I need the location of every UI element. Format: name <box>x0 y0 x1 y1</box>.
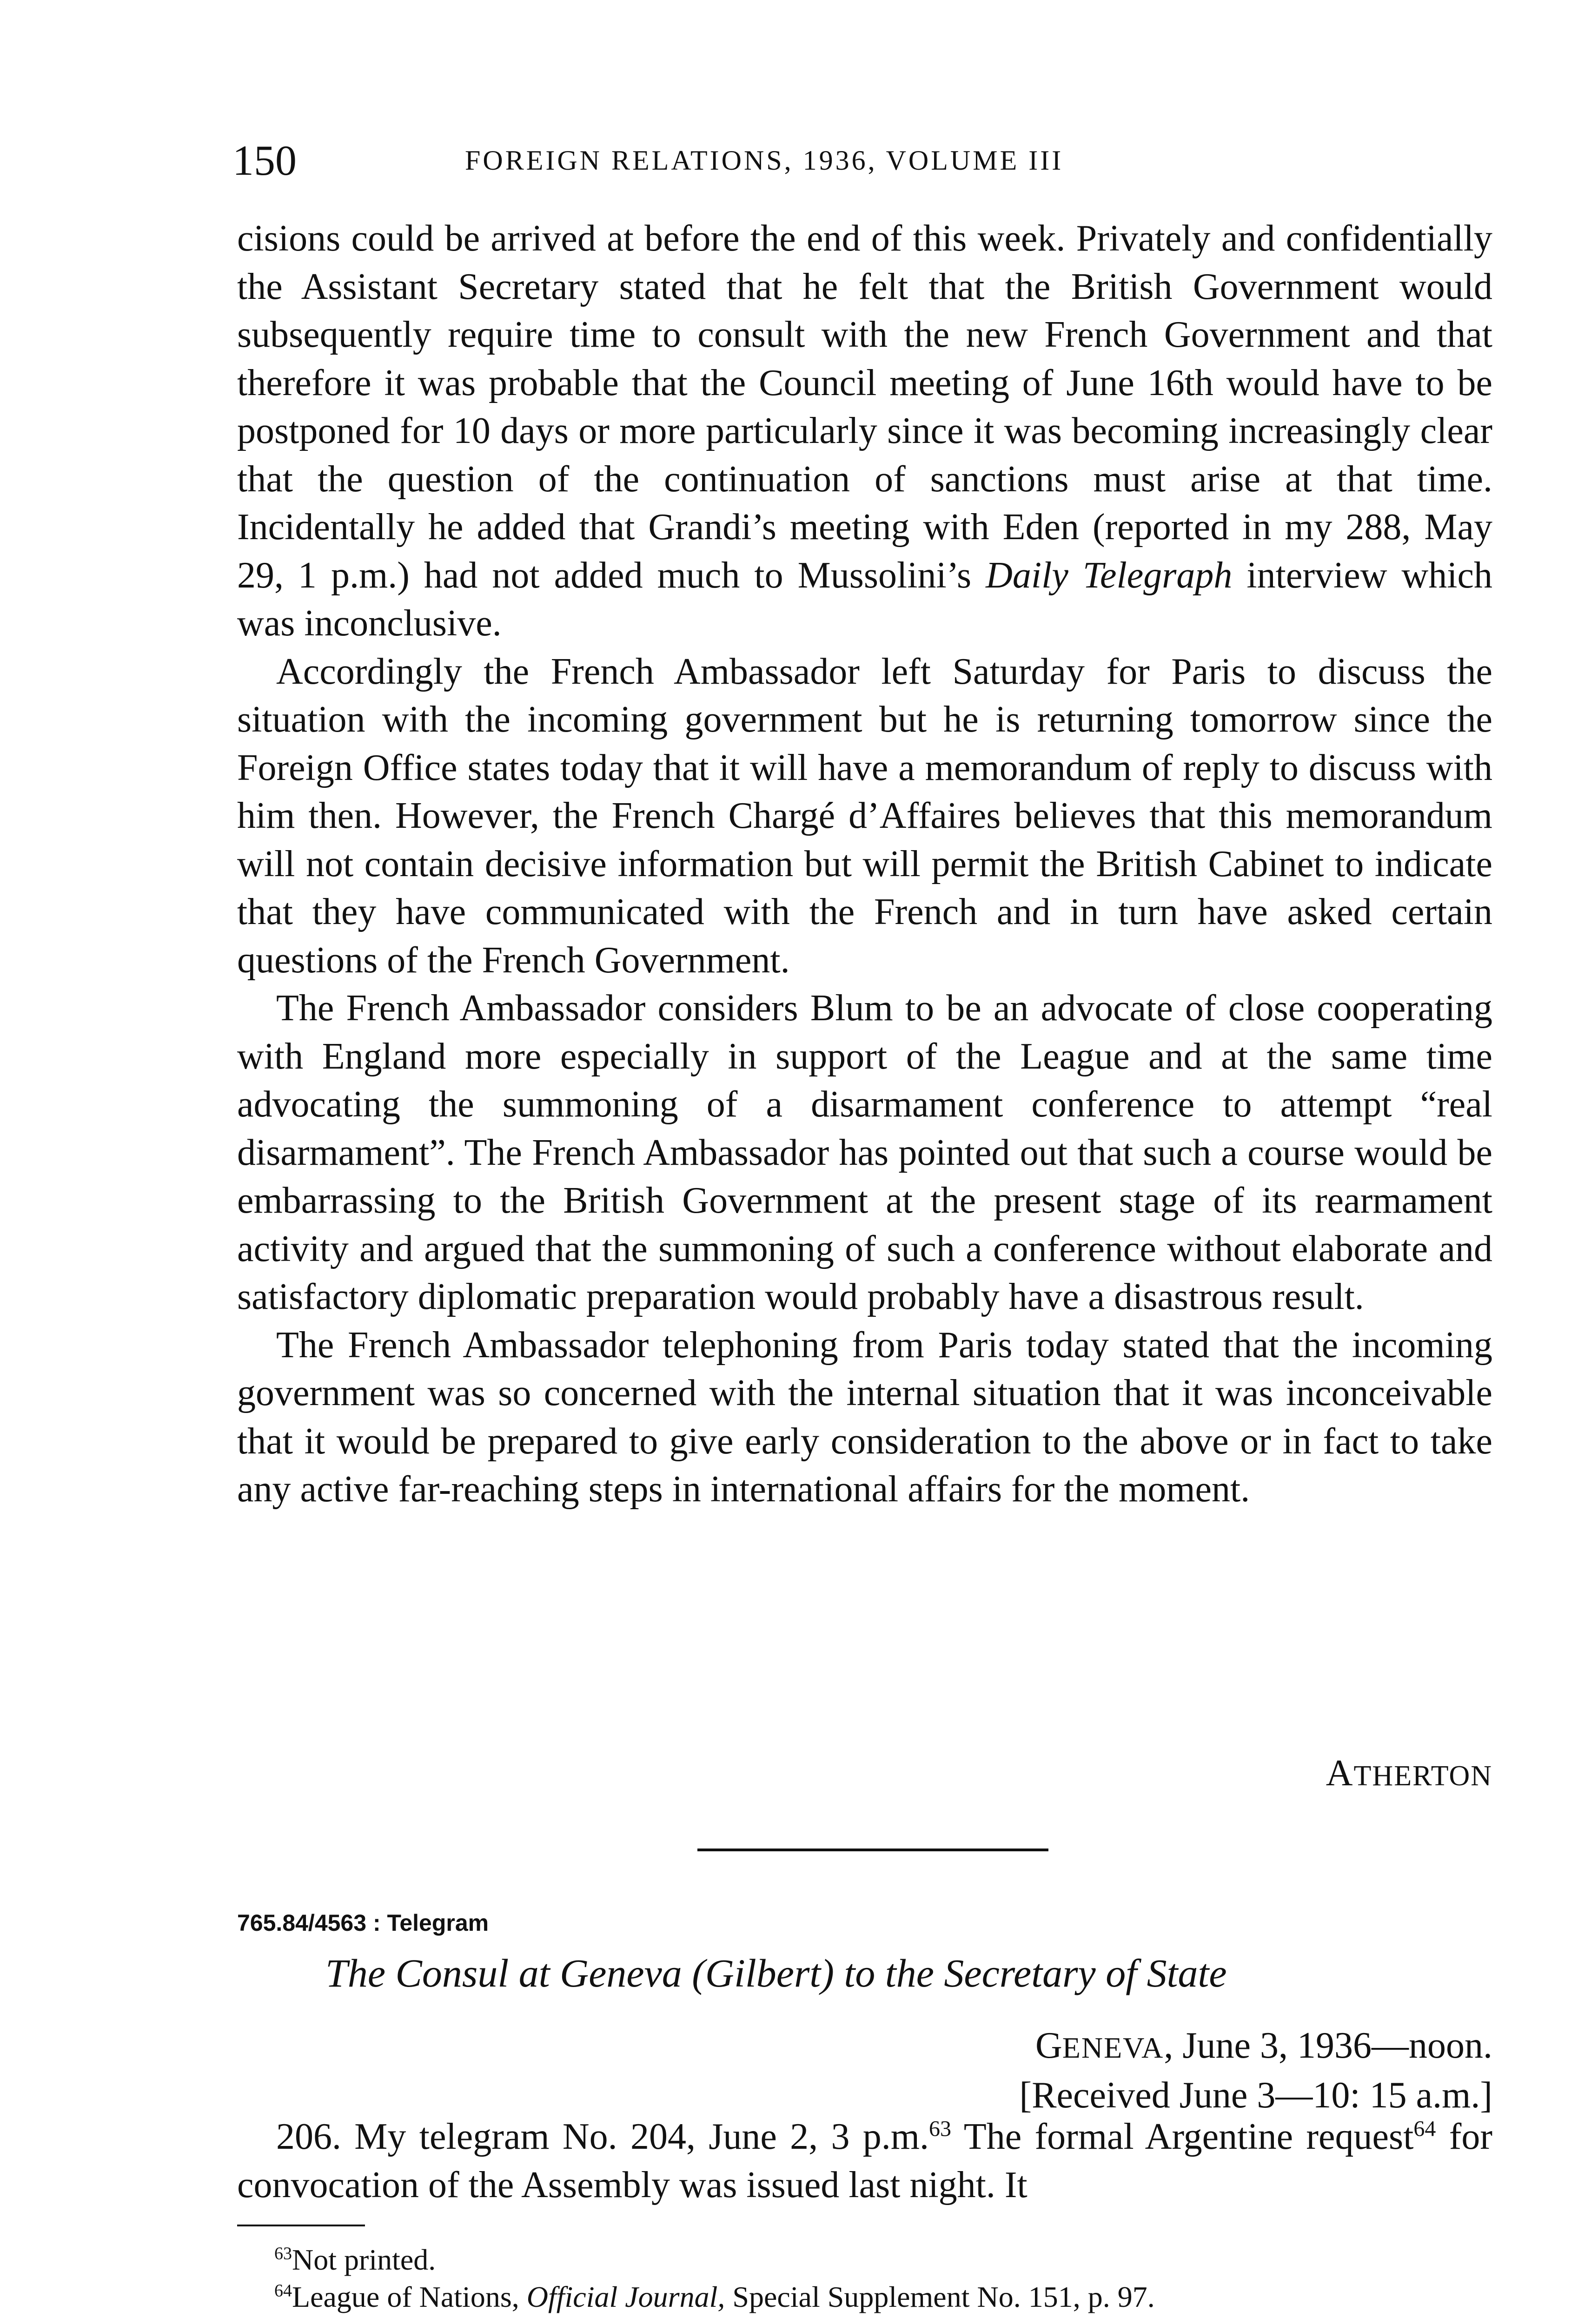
dateline-city-rest: ENEVA <box>1062 2031 1164 2064</box>
journal-title: Official Journal, <box>526 2280 725 2313</box>
running-head: FOREIGN RELATIONS, 1936, VOLUME III <box>465 145 1064 176</box>
dateline <box>1020 2022 1493 2119</box>
received-line: [Received June 3—10: 15 a.m.] <box>1019 2075 1492 2116</box>
newspaper-title: Daily Telegraph <box>986 555 1233 596</box>
document-title <box>325 1945 1441 2001</box>
paragraph-1-text: cisions could be arrived at before the end of this week. Privately and confidentially the Assistant Secretary stated that he felt that the British Government would subsequently require time to consult with the new French Government and that therefore it was probable that the Council meeting of June 16th would have to be postponed for 10 days or more particularly since it was becoming increasingly clear that the question of the continuation of sanctions must arise at that time. Incidentally he added that Grandi’s meeting with Eden (reported in my 288, May 29, 1 p.m.) had not added much to Mussolini’s <box>237 218 1492 596</box>
section-divider <box>697 1849 1048 1851</box>
page-number: 150 <box>232 137 297 184</box>
footnotes <box>274 2241 1492 2316</box>
footnote-text: Not printed. <box>292 2243 436 2276</box>
paragraph-1 <box>237 215 1492 648</box>
page-header <box>232 130 1488 191</box>
paragraph-2: Accordingly the French Ambassador left Saturday for Paris to discuss the situation with the incoming government but he is returning tomorrow since the Foreign Office states today that it will have a memorandum of reply to discuss with him then. However, the French Chargé d’Affaires believes that this memorandum will not contain decisive information but will permit the British Cabinet to indicate that they have communicated with the French and in turn have asked certain questions of the French Government. <box>237 651 1492 981</box>
footnote-text: League of Nations, <box>292 2280 527 2313</box>
footnote-64 <box>274 2278 1492 2316</box>
footnote-text-end: Special Supplement No. 151, p. 97. <box>725 2280 1155 2313</box>
document-title-start: The Consul at Geneva ( <box>325 1951 705 1995</box>
dateline-city-initial: G <box>1035 2025 1062 2066</box>
footnote-63 <box>274 2241 1492 2278</box>
dateline-date: , June 3, 1936—noon. <box>1164 2025 1492 2066</box>
paragraph-1-end: interview which was inconclusive. <box>237 555 1492 644</box>
telegram-text-a: 206. My telegram No. 204, June 2, 3 p.m. <box>276 2116 929 2157</box>
document-title-end: ) to the Secretary of State <box>821 1951 1227 1995</box>
dateline-place-date <box>1020 2022 1493 2072</box>
signature-rest: THERTON <box>1353 1760 1492 1792</box>
telegram-text <box>237 2113 1492 2209</box>
telegram-text-b: The formal Argentine request <box>951 2116 1414 2157</box>
file-reference: 765.84/4563 : Telegram <box>237 1910 489 1936</box>
footnote-ref-64[interactable]: 64 <box>1413 2116 1436 2141</box>
footnote-number: 63 <box>274 2244 292 2264</box>
telegram-paragraph <box>237 2113 1492 2209</box>
footnote-ref-63[interactable]: 63 <box>929 2116 952 2141</box>
document-title-name: Gilbert <box>705 1951 821 1995</box>
paragraph-4: The French Ambassador telephoning from Paris today stated that the incoming government was so concerned with the internal situation that it was inconceivable that it would be prepared to give early consideration to the above or in fact to take any active far-reaching steps in international affairs for the moment. <box>237 1324 1492 1510</box>
body-text <box>237 215 1492 1514</box>
signature <box>1326 1750 1492 1799</box>
footnote-number: 64 <box>274 2281 292 2301</box>
telegram-text-c: for convocation of the Assembly was issued last night. It <box>237 2116 1493 2205</box>
paragraph-3: The French Ambassador considers Blum to be an advocate of close cooperating with England more especially in support of the League and at the same time advocating the summoning of a disarmament conference to attempt “real disarmament”. The French Ambassador has pointed out that such a course would be embarrassing to the British Government at the present stage of its rearmament activity and argued that the summoning of such a conference without elaborate and satisfactory diplomatic preparation would probably have a disastrous result. <box>237 988 1492 1317</box>
footnote-rule <box>237 2225 365 2226</box>
signature-initial: A <box>1326 1753 1354 1794</box>
